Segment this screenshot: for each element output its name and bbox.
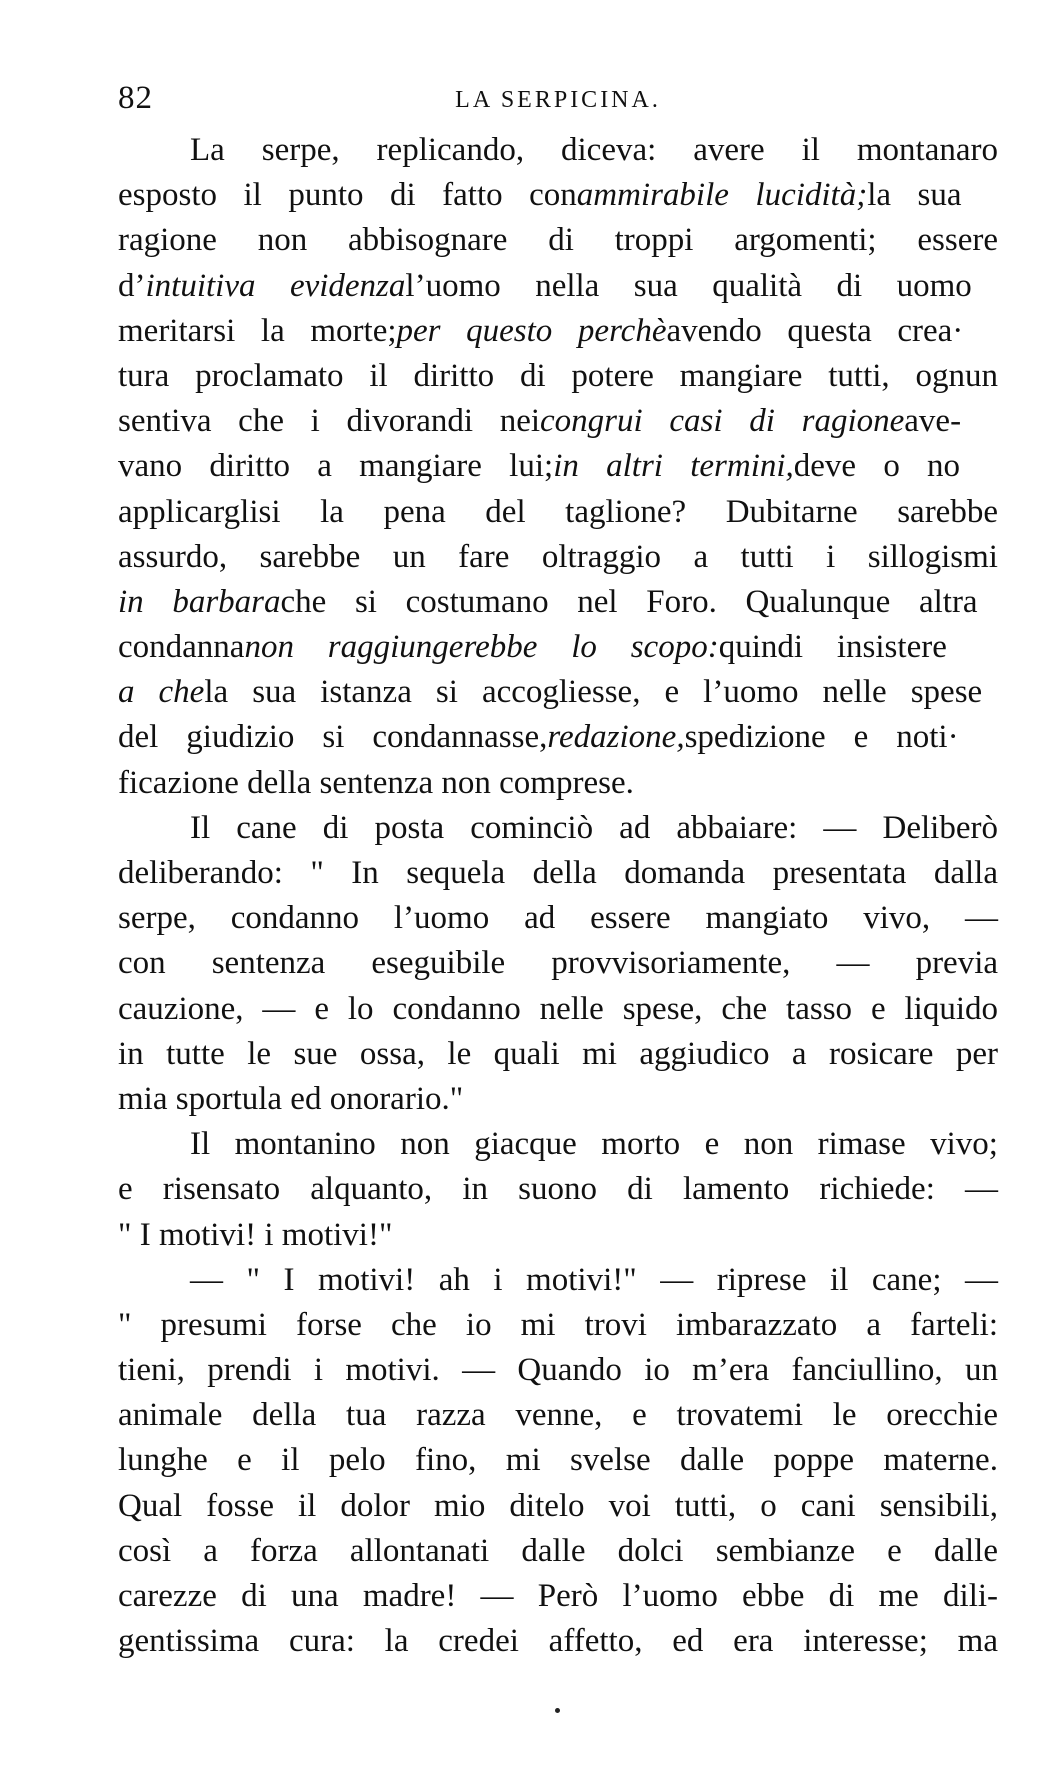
text-run: deliberando: " In sequela della domanda presentata dalla (118, 855, 998, 891)
text-line (118, 490, 998, 535)
text-line (118, 1574, 998, 1619)
page-header (118, 78, 998, 118)
text-run: sentiva che i divorandi nei (118, 403, 541, 440)
text-run: " I motivi! i motivi!" (118, 1216, 393, 1253)
text-line (118, 761, 998, 806)
text-run: spedizione e noti· (684, 719, 959, 756)
text-run: Il montanino non giacque morto e non rimase vivo; (190, 1126, 998, 1163)
text-run: vano diritto a mangiare lui; (118, 448, 554, 485)
text-run: la sua istanza si accogliesse, e l’uomo nelle spese (204, 674, 983, 711)
body-text (118, 128, 998, 1664)
italic-text: in barbara (118, 583, 281, 620)
text-run: — " I motivi! ah i motivi!" — riprese il cane; — (190, 1261, 999, 1298)
text-line (118, 309, 998, 354)
text-line (118, 941, 998, 986)
text-line (118, 625, 998, 670)
text-line (118, 173, 998, 218)
text-run: l’uomo nella sua qualità di uomo (405, 267, 972, 304)
text-line (118, 806, 998, 851)
text-run: ave- (904, 403, 962, 440)
italic-text: intuitiva evidenza (145, 267, 406, 304)
italic-text: congrui casi di ragione (540, 403, 905, 440)
text-run: mia sportula ed onorario." (118, 1080, 464, 1117)
italic-text: per questo perchè (396, 312, 667, 349)
text-line (118, 218, 998, 263)
text-run: assurdo, sarebbe un fare oltraggio a tutti i sillogismi (118, 538, 998, 575)
italic-text: non raggiungerebbe lo scopo: (244, 629, 719, 666)
text-run: tieni, prendi i motivi. — Quando io m’era fanciullino, un (118, 1352, 998, 1389)
text-run: animale della tua razza venne, e trovatemi le orecchie (118, 1397, 999, 1434)
text-run: Il cane di posta cominciò ad abbaiare: — Deliberò (190, 809, 998, 846)
text-run: ficazione della sentenza non comprese. (118, 764, 634, 801)
text-line (118, 715, 998, 760)
text-run: quindi insistere (718, 629, 947, 666)
text-run: con sentenza eseguibile provvisoriamente, — previa (118, 945, 999, 982)
text-run: così a forza allontanati dalle dolci sembianze e dalle (118, 1532, 998, 1569)
text-line (118, 399, 998, 444)
text-line (118, 1529, 998, 1574)
text-run: avendo questa crea· (666, 312, 964, 349)
text-run: carezze di una madre! — Però l’uomo ebbe di me dili- (118, 1578, 999, 1614)
text-line (118, 1167, 998, 1212)
text-line (118, 1258, 998, 1303)
text-line (118, 535, 998, 580)
signature-mark (555, 1708, 560, 1713)
text-line (118, 1619, 998, 1664)
text-line (118, 1348, 998, 1393)
text-run: condanna (118, 629, 245, 666)
text-run: meritarsi la morte; (118, 312, 397, 349)
text-line (118, 1484, 998, 1529)
text-run: Qual fosse il dolor mio ditelo voi tutti, o cani sensibili, (118, 1487, 998, 1524)
text-run: e risensato alquanto, in suono di lamento richiede: — (118, 1171, 999, 1208)
text-line (118, 670, 998, 715)
text-run: esposto il punto di fatto con (118, 177, 577, 214)
text-line (118, 264, 998, 309)
italic-text: a che (118, 674, 205, 711)
text-run: serpe, condanno l’uomo ad essere mangiato vivo, — (118, 900, 998, 937)
text-run: del giudizio si condannasse, (118, 719, 548, 756)
text-line (118, 896, 998, 941)
text-run: lunghe e il pelo fino, mi svelse dalle poppe materne. (118, 1442, 998, 1479)
text-run: deve o no (793, 448, 961, 485)
italic-text: redazione, (547, 719, 685, 756)
text-line (118, 444, 998, 489)
text-line (118, 987, 998, 1032)
italic-text: ammirabile lucidità; (576, 177, 868, 214)
text-line (118, 1032, 998, 1077)
text-line (118, 128, 998, 173)
text-run: applicarglisi la pena del taglione? Dubitarne sarebbe (118, 493, 998, 530)
text-run: la sua (867, 177, 962, 214)
text-line (118, 851, 998, 896)
text-line (118, 1393, 998, 1438)
page-number: 82 (118, 80, 153, 116)
text-line (118, 1077, 998, 1122)
text-run: tura proclamato il diritto di potere mangiare tutti, ognun (118, 357, 998, 394)
text-line (118, 1213, 998, 1258)
text-run: ragione non abbisognare di troppi argomenti; essere (118, 222, 998, 259)
text-run: che si costumano nel Foro. Qualunque altra (280, 583, 978, 620)
text-run: in tutte le sue ossa, le quali mi aggiudico a rosicare per (118, 1035, 999, 1072)
text-run: La serpe, replicando, diceva: avere il montanaro (190, 132, 999, 168)
italic-text: in altri termini, (553, 448, 794, 485)
text-run: d’ (118, 267, 146, 304)
text-line (118, 354, 998, 399)
text-run: gentissima cura: la credei affetto, ed era interesse; ma (118, 1623, 998, 1660)
text-line (118, 1122, 998, 1167)
running-head: LA SERPICINA. (455, 87, 661, 113)
text-line (118, 1303, 998, 1348)
text-run: " presumi forse che io mi trovi imbarazzato a farteli: (118, 1306, 999, 1343)
text-run: cauzione, — e lo condanno nelle spese, che tasso e liquido (118, 990, 999, 1027)
text-line (118, 580, 998, 625)
text-line (118, 1438, 998, 1483)
